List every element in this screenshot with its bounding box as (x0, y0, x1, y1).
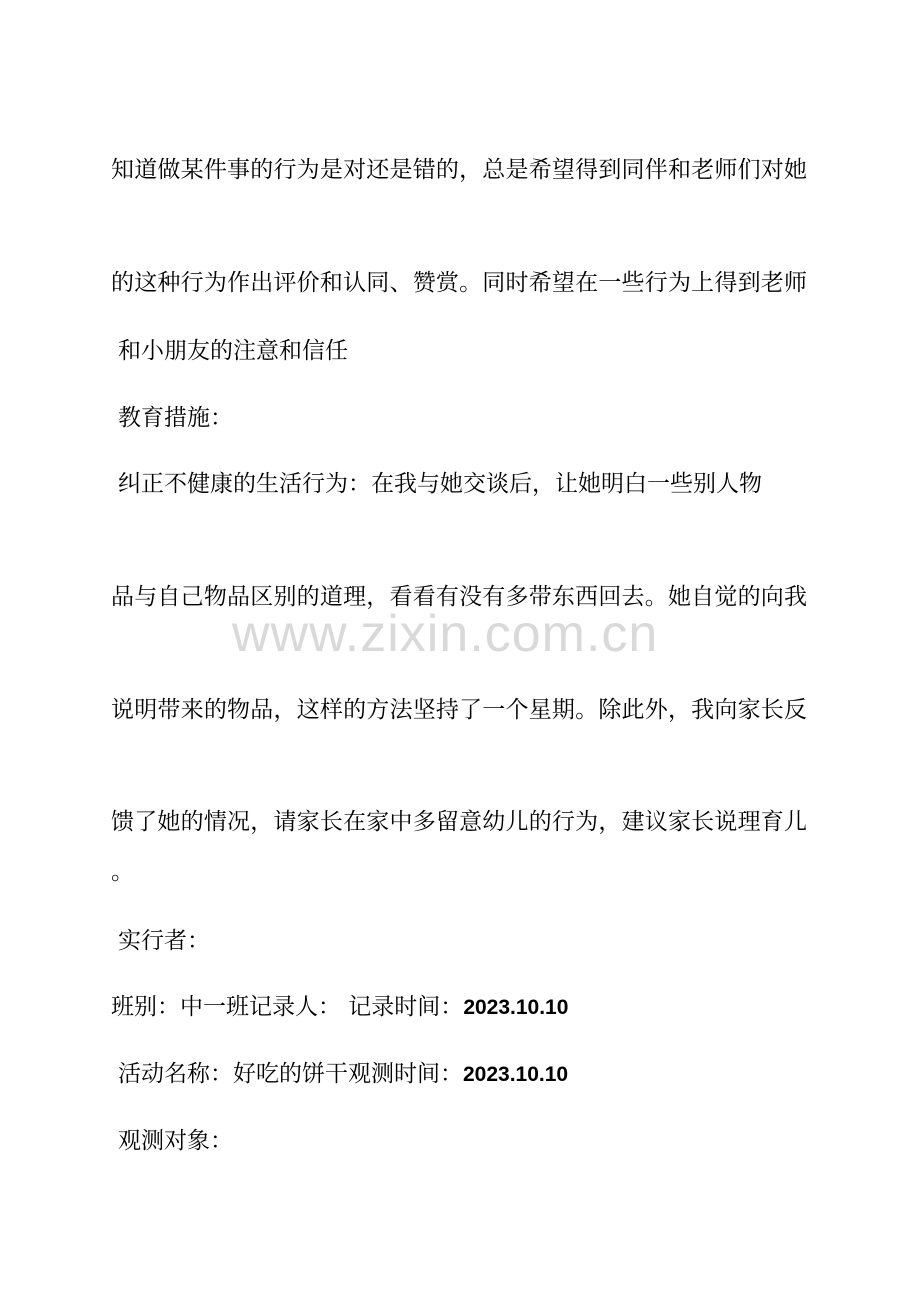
paragraph2-line1: 纠正不健康的生活行为：在我与她交谈后，让她明白一些别人物 (118, 471, 762, 497)
heading-measures: 教育措施： (118, 405, 233, 431)
activity-line (118, 1059, 568, 1090)
paragraph1-line3: 和小朋友的注意和信任 (118, 338, 348, 364)
class-record-text: 班别：中一班记录人： 记录时间： (111, 994, 464, 1020)
paragraph2-line5: 。 (111, 859, 134, 885)
paragraph1-line2: 的这种行为作出评价和认同、赞赏。同时希望在一些行为上得到老师 (111, 270, 807, 296)
paragraph2-line4: 馈了她的情况，请家长在家中多留意幼儿的行为，建议家长说理育儿 (111, 809, 807, 835)
heading-executor: 实行者： (118, 928, 210, 954)
paragraph2-line3: 说明带来的物品，这样的方法坚持了一个星期。除此外，我向家长反 (111, 697, 807, 723)
class-record-line (111, 992, 568, 1023)
activity-text: 活动名称：好吃的饼干观测时间： (118, 1061, 463, 1087)
watermark: www.zixin.com.cn (232, 605, 659, 663)
heading-observation-target: 观测对象： (118, 1128, 233, 1154)
paragraph1-line1: 知道做某件事的行为是对还是错的，总是希望得到同伴和老师们对她 (111, 157, 807, 183)
observation-date: 2023.10.10 (463, 1063, 569, 1086)
record-date: 2023.10.10 (463, 996, 569, 1019)
paragraph2-line2: 品与自己物品区别的道理，看看有没有多带东西回去。她自觉的向我 (111, 584, 807, 610)
